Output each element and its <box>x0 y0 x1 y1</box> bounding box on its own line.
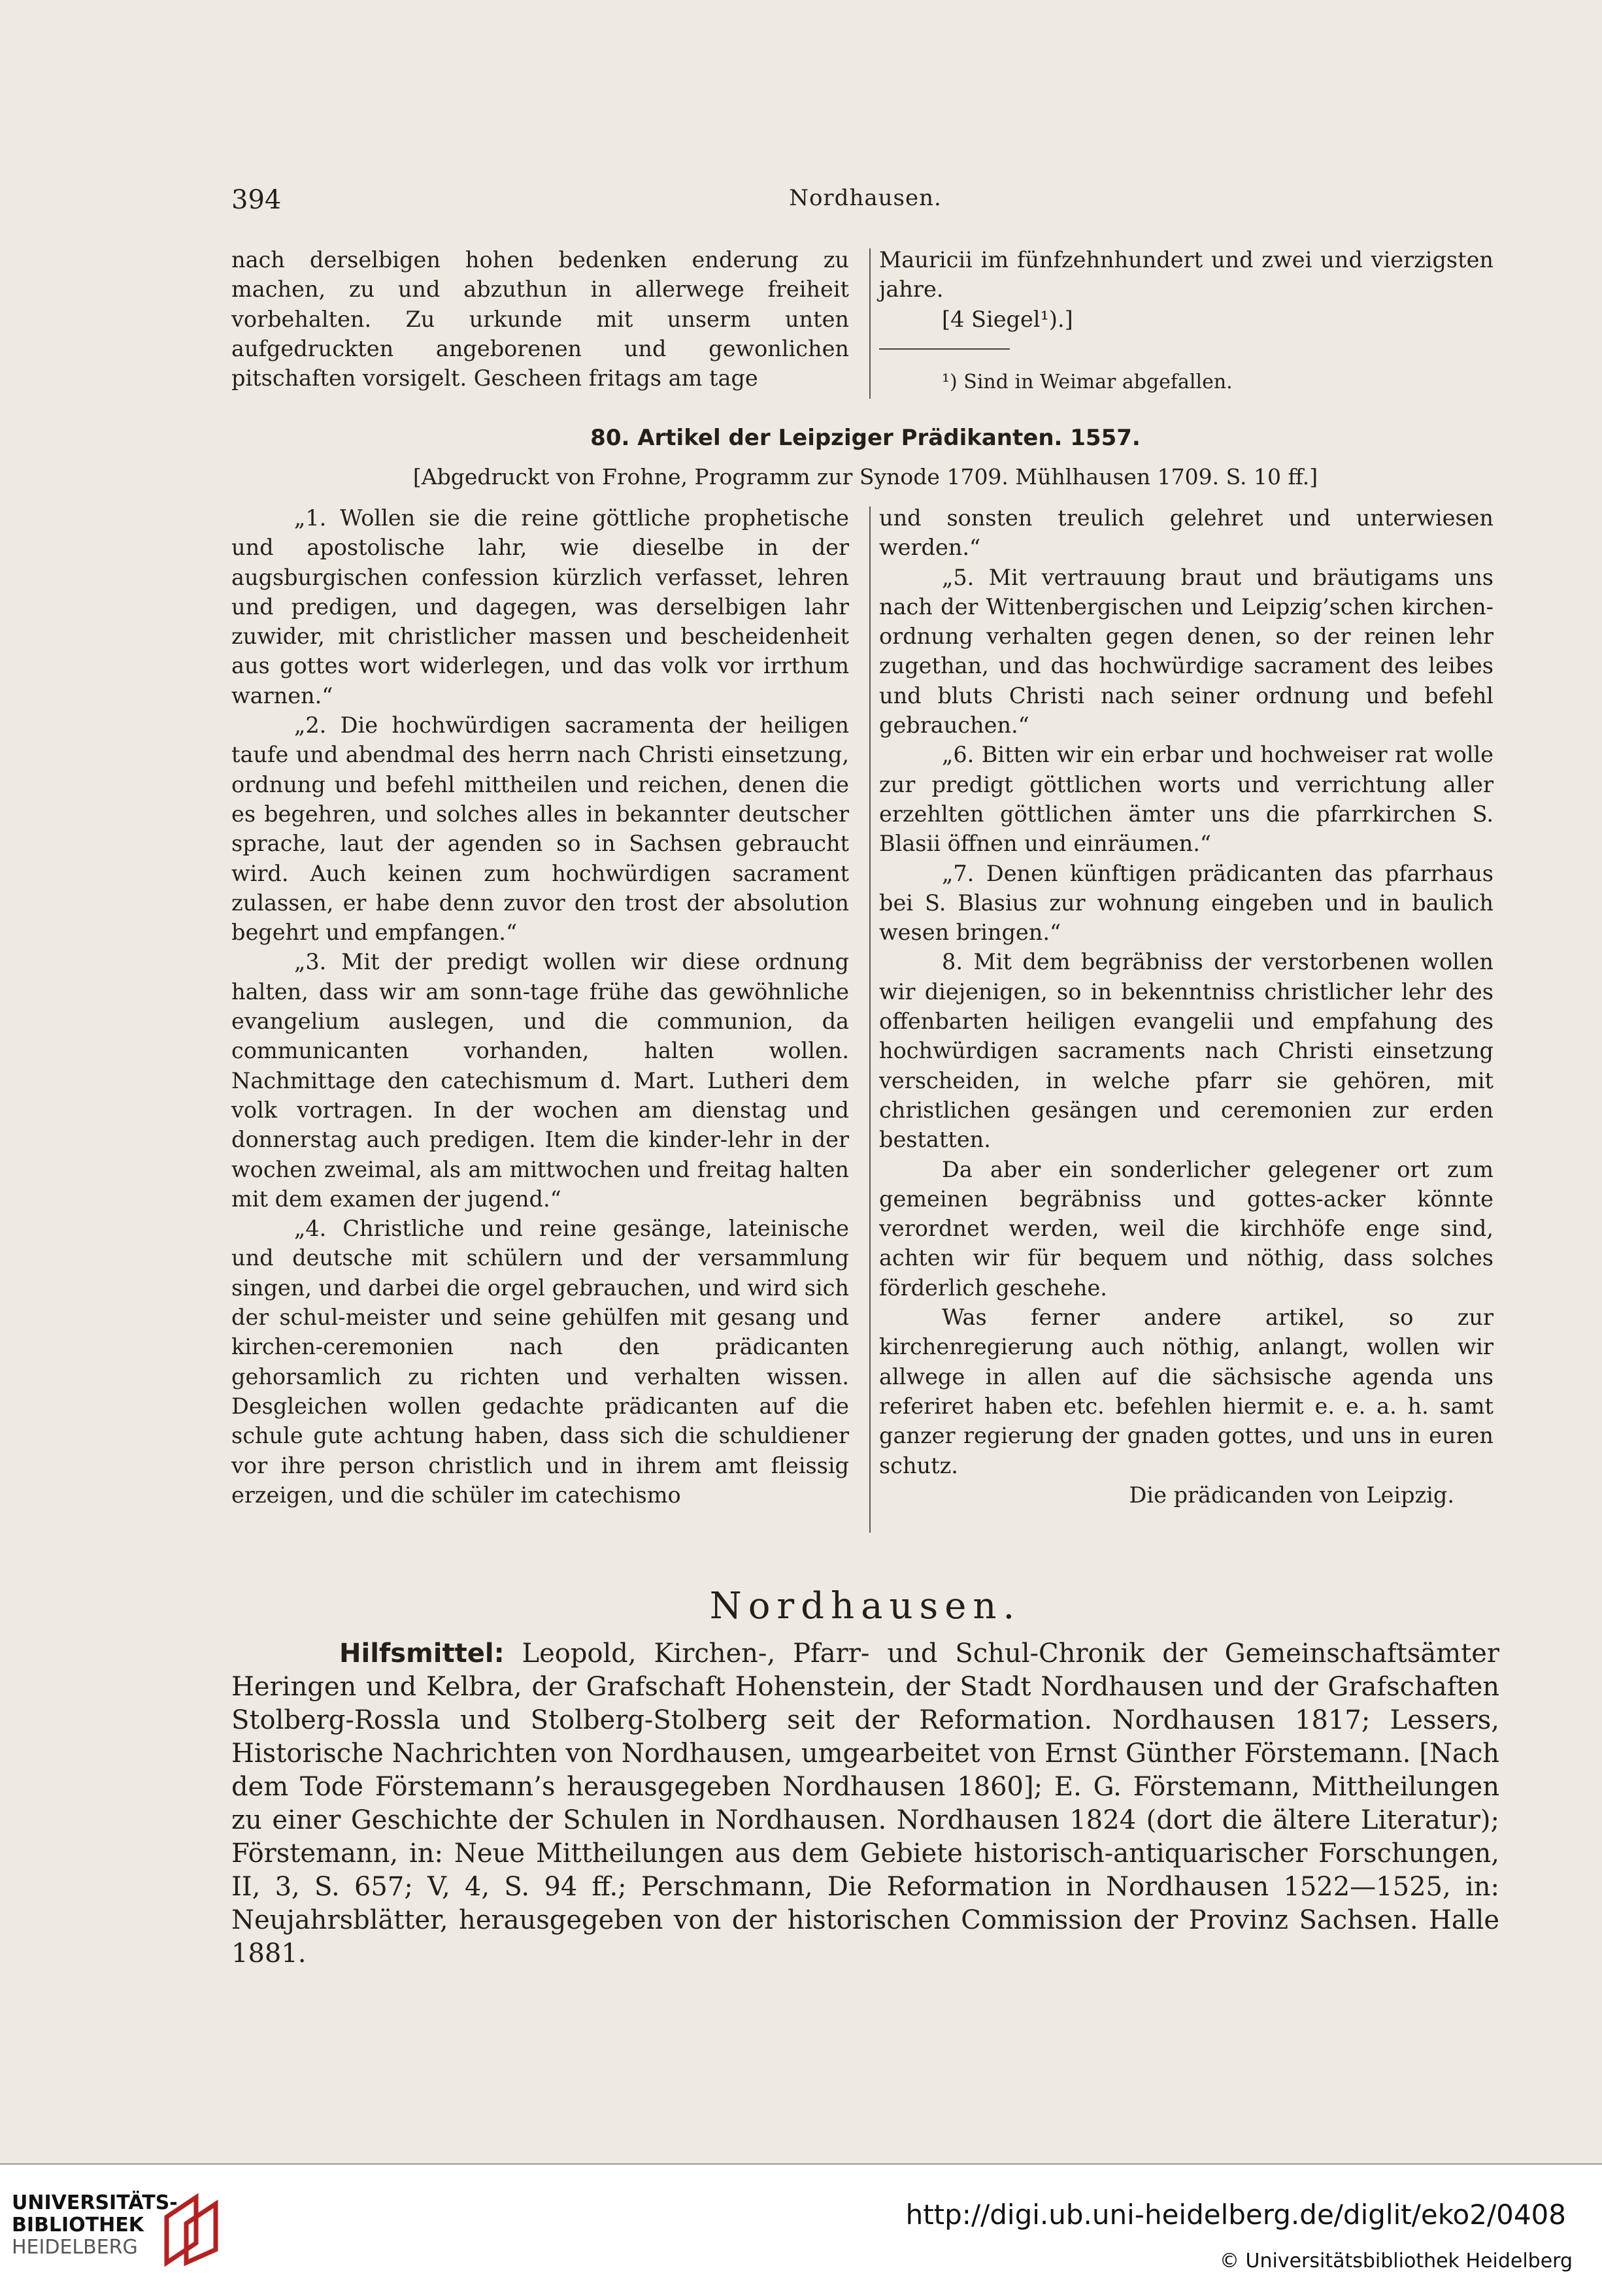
article-paragraph: 8. Mit dem begräbniss der verstorbenen wollen wir diejenigen, so in bekenntniss christlicher lehr des offenbarten heiligen evangelii und empfahung des hochwürdigen sacraments nach Christi einsetzung verscheiden, in welche pfarr sie gehören, mit christlichen gesängen und ceremonien zur erden bestatten. <box>879 949 1494 1153</box>
top-left-column <box>231 245 849 393</box>
article-paragraph: „1. Wollen sie die reine göttliche prophetische und apostolische lahr, wie dieselbe in der augsburgischen confession kürzlich verfasset, lehren und predigen, und dagegen, was derselbigen lahr zuwider, mit christlicher massen und bescheidenheit aus gottes wort widerlegen, und das volk vor irrthum warnen.“ <box>231 505 849 708</box>
article-paragraph: „2. Die hochwürdigen sacramenta der heiligen taufe und abendmal des herrn nach Christi einsetzung, ordnung und befehl mittheilen und reichen, denen die es begehren, und solches alles in bekannter deutscher sprache, laut der agenden so in Sachsen gebraucht wird. Auch keinen zum hochwürdigen sacrament zulassen, er habe denn zuvor den trost der absolution begehrt und empfangen.“ <box>231 712 849 946</box>
logo-line: BIBLIOTHEK <box>12 2214 144 2237</box>
article-paragraph: „5. Mit vertrauung braut und bräutigams uns nach der Wittenbergischen und Leipzig’schen kirchen-ordnung verhalten gegen denen, so der reinen lehr zugethan, und das hochwürdige sacrament des leibes und bluts Christi nach seiner ordnung und befehl gebrauchen.“ <box>879 564 1494 739</box>
seal-note: [4 Siegel¹).] <box>942 306 1073 332</box>
left-column <box>231 503 849 1510</box>
article-paragraph: „4. Christliche und reine gesänge, lateinische und deutsche mit schülern und der versammlung singen, und darbei die orgel gebrauchen, und wird sich der schul-meister und seine gehülfen mit gesang und kirchen-ceremonien nach den prädicanten gehorsamlich zu richten und verhalten wissen. Desgleichen wollen gedachte prädicanten auf die schule gute achtung haben, dass sich die schuldiener vor ihre person christlich und in ihrem amt fleissig erzeigen, und die schüler im catechismo <box>231 1216 849 1508</box>
signature: Die prädicanden von Leipzig. <box>1129 1482 1454 1508</box>
article-paragraph: Da aber ein sonderlicher gelegener ort zum gemeinen begräbniss und gottes-acker könnte verordnet werden, weil die kirchhöfe enge sind, achten wir für bequem und nöthig, dass solches förderlich geschehe. <box>879 1156 1494 1301</box>
permalink-url[interactable]: http://digi.ub.uni-heidelberg.de/diglit/eko2/0408 <box>905 2199 1566 2231</box>
top-right-column <box>879 245 1494 395</box>
column-divider-top <box>869 248 871 399</box>
continuation-paragraph: nach derselbigen hohen bedenken enderung zu machen, zu und abzuthun in allerwege freiheit vorbehalten. Zu urkunde mit unserm unten aufgedruckten angeborenen und gewonlichen pitschaften vorsigelt. Gescheen fritags am tage <box>231 247 849 391</box>
section-source: [Abgedruckt von Frohne, Programm zur Synode 1709. Mühlhausen 1709. S. 10 ff.] <box>412 464 1318 490</box>
footnote: ¹) Sind in Weimar abgefallen. <box>942 370 1233 393</box>
right-column <box>879 503 1494 1510</box>
hilfsmittel-text: Leopold, Kirchen-, Pfarr- und Schul-Chronik der Gemeinschaftsämter Heringen und Kelbra, der Grafschaft Hohenstein, der Stadt Nordhausen und der Grafschaften Stolberg-Rossla und Stolberg-Stolberg seit der Reformation. Nordhausen 1817; Lessers, Historische Nachrichten von Nordhausen, umgearbeitet von Ernst Günther Förstemann. [Nach dem Tode Förstemann’s herausgegeben Nordhausen 1860]; E. G. Förstemann, Mittheilungen zu einer Geschichte der Schulen in Nordhausen. Nordhausen 1824 (dort die ältere Literatur); Förstemann, in: Neue Mittheilungen aus dem Gebiete historisch-antiquarischer Forschungen, II, 3, S. 657; V, 4, S. 94 ff.; Perschmann, Die Reformation in Nordhausen 1522—1525, in: Neujahrsblätter, herausgegeben von der historischen Commission der Provinz Sachsen. Halle 1881. <box>231 1639 1499 1969</box>
hilfsmittel-paragraph <box>231 1637 1499 1971</box>
copyright-notice: © Universitätsbibliothek Heidelberg <box>1219 2250 1573 2272</box>
article-paragraph: „6. Bitten wir ein erbar und hochweiser rat wolle zur predigt göttlichen worts und verrichtung aller erzehlten göttlichen ämter uns die pfarrkirchen S. Blasii öffnen und einräumen.“ <box>879 742 1494 857</box>
library-logo-icon <box>160 2191 225 2269</box>
running-title: Nordhausen. <box>789 185 942 211</box>
page-header <box>231 185 1499 218</box>
footnote-rule <box>879 348 1010 350</box>
library-logo-text[interactable] <box>12 2192 178 2259</box>
logo-line: HEIDELBERG <box>12 2236 138 2259</box>
article-paragraph: „3. Mit der predigt wollen wir diese ordnung halten, dass wir am sonn-tage frühe das gewöhnliche evangelium auslegen, und die communion, da communicanten vorhanden, halten wollen. Nachmittage den catechismum d. Mart. Lutheri dem volk vortragen. In der wochen am dienstag und donnerstag auch predigen. Item die kinder-lehr in der wochen zweimal, als am mittwochen und freitag halten mit dem examen der jugend.“ <box>231 949 849 1212</box>
article-paragraph: Was ferner andere artikel, so zur kirchenregierung auch nöthig, anlangt, wollen wir allwege in allen auf die sächsische agenda uns referiret haben etc. befehlen hiermit e. e. a. h. samt ganzer regierung der gnaden gottes, und uns in euren schutz. <box>879 1305 1494 1478</box>
footer <box>0 2165 1602 2296</box>
article-paragraph: „7. Denen künftigen prädicanten das pfarrhaus bei S. Blasius zur wohnung eingeben und in baulich wesen bringen.“ <box>879 860 1494 946</box>
column-divider-main <box>869 507 871 1533</box>
hilfsmittel-label: Hilfsmittel: <box>339 1639 505 1669</box>
nordhausen-title: Nordhausen. <box>709 1585 1022 1627</box>
logo-line: UNIVERSITÄTS- <box>12 2191 178 2214</box>
article-paragraph: und sonsten treulich gelehret und unterwiesen werden.“ <box>879 505 1494 561</box>
section-heading: 80. Artikel der Leipziger Prädikanten. 1557. <box>590 425 1141 451</box>
continuation-paragraph-right: Mauricii im fünfzehnhundert und zwei und vierzigsten jahre. <box>879 247 1494 303</box>
page-number: 394 <box>231 185 282 215</box>
